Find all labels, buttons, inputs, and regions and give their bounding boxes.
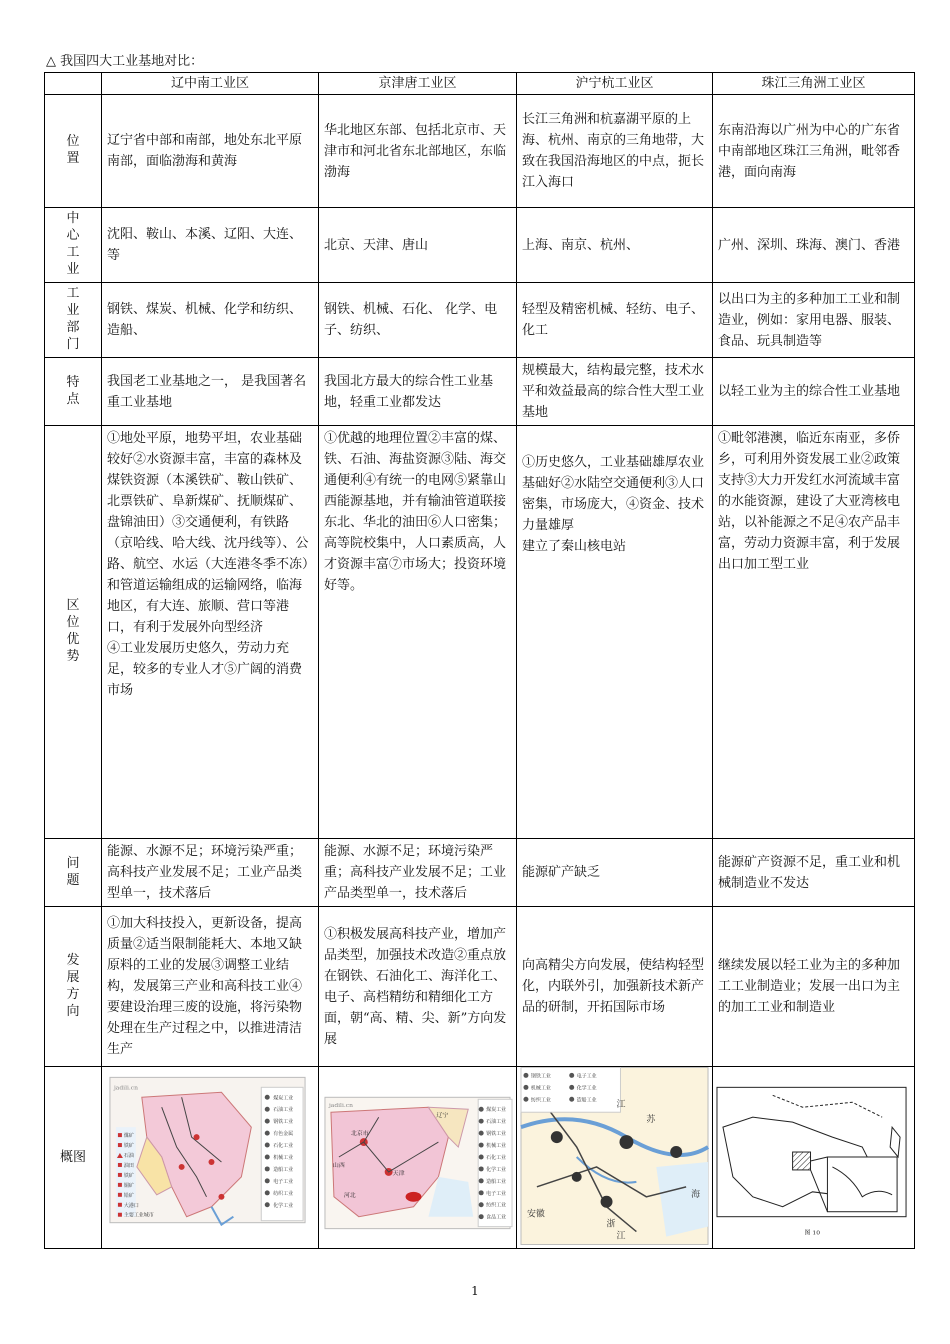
table-cell: 上海、南京、杭州、 — [517, 208, 713, 283]
svg-text:钢铁工业: 钢铁工业 — [530, 1073, 551, 1080]
table-cell: 钢铁、机械、石化、 化学、电子、纺织、 — [319, 283, 517, 358]
map-image — [713, 1067, 914, 1245]
svg-text:海: 海 — [691, 1189, 701, 1200]
svg-text:纺织工业: 纺织工业 — [530, 1097, 551, 1104]
row-advantages — [45, 426, 915, 839]
header-zhujiang: 珠江三角洲工业区 — [713, 73, 915, 95]
row-label: 中心工业 — [45, 208, 102, 283]
row-label: 概图 — [45, 1067, 102, 1249]
svg-text:食品工业: 食品工业 — [486, 1214, 507, 1221]
table-cell: 北京、天津、唐山 — [319, 208, 517, 283]
svg-text:煤矿: 煤矿 — [123, 1133, 134, 1140]
table-cell: ①加大科技投入，更新设备，提高质量②适当限制能耗大、本地又缺原料的工业的发展③调整工业结构，发展第三产业和高科技工业④要建设治理三废的设施，将污染物处理在生产过程之中，以推进清洁生产 — [102, 907, 319, 1067]
svg-text:石油工业: 石油工业 — [486, 1119, 507, 1126]
corner-cell — [45, 73, 102, 95]
table-cell: 钢铁、煤炭、机械、化学和纺织、造船、 — [102, 283, 319, 358]
row-center — [45, 208, 915, 283]
comparison-table — [44, 72, 915, 1249]
row-label: 工业部门 — [45, 283, 102, 358]
table-cell: 东南沿海以广州为中心的广东省中南部地区珠江三角洲，毗邻香港，面向南海 — [713, 95, 915, 208]
svg-text:石油: 石油 — [123, 1152, 134, 1159]
row-features — [45, 358, 915, 426]
svg-text:河北: 河北 — [343, 1191, 356, 1199]
svg-text:钢铁工业: 钢铁工业 — [273, 1119, 294, 1126]
table-cell: ①毗邻港澳，临近东南亚，多侨乡，可利用外资发展工业②政策支持③大力开发红水河流域丰富的水能资源，建设了大亚湾核电站，以补能源之不足④农产品丰富，劳动力资源丰富，利于发展出口加工型工业 — [713, 426, 915, 839]
svg-text:化学工业: 化学工业 — [576, 1085, 597, 1092]
svg-text:油田: 油田 — [123, 1162, 134, 1169]
table-cell: 华北地区东部、包括北京市、天津市和河北省东北部地区，东临渤海 — [319, 95, 517, 208]
map-jingjintang — [319, 1067, 517, 1249]
svg-text:石化工业: 石化工业 — [486, 1154, 507, 1161]
svg-text:jadili.cn: jadili.cn — [113, 1084, 138, 1092]
svg-text:铁矿: 铁矿 — [123, 1143, 134, 1150]
table-cell: 沈阳、鞍山、本溪、辽阳、大连、等 — [102, 208, 319, 283]
svg-text:石化工业: 石化工业 — [273, 1143, 294, 1150]
table-cell: 规模最大，结构最完整，技术水平和效益最高的综合性大型工业基地 — [517, 358, 713, 426]
map-image — [102, 1067, 318, 1245]
table-cell: ①历史悠久，工业基础雄厚农业基础好②水陆空交通便利③人口密集，市场庞大，④资金、技术力量雄厚 建立了秦山核电站 — [517, 426, 713, 839]
svg-text:江: 江 — [616, 1231, 626, 1242]
row-location — [45, 95, 915, 208]
table-cell: ①优越的地理位置②丰富的煤、铁、石油、海盐资源③陆、海交通便利④有统一的电网⑤紧靠山西能源基地，并有输油管道联接东北、华北的油田⑥人口密集；高等院校集中，人口素质高，人才资源丰富⑦市场大；投资环境好等。 — [319, 426, 517, 839]
svg-text:机械工业: 机械工业 — [486, 1143, 507, 1150]
map-zhujiang — [713, 1067, 915, 1249]
svg-text:铜矿: 铜矿 — [123, 1182, 134, 1189]
svg-text:煤炭工业: 煤炭工业 — [486, 1107, 507, 1114]
row-label: 特点 — [45, 358, 102, 426]
svg-text:纺织工业: 纺织工业 — [486, 1202, 507, 1209]
page-title: △ 我国四大工业基地对比： — [46, 54, 204, 69]
svg-text:天津: 天津 — [392, 1169, 405, 1177]
table-cell: 以出口为主的多种加工工业和制造业，例如：家用电器、服装、食品、玩具制造等 — [713, 283, 915, 358]
row-label: 区位优势 — [45, 426, 102, 839]
table-cell: 以轻工业为主的综合性工业基地 — [713, 358, 915, 426]
svg-text:浙: 浙 — [606, 1219, 616, 1230]
row-sectors — [45, 283, 915, 358]
header-huningshang: 沪宁杭工业区 — [517, 73, 713, 95]
row-development — [45, 907, 915, 1067]
svg-text:大港口: 大港口 — [123, 1202, 139, 1209]
table-cell: 能源矿产缺乏 — [517, 839, 713, 907]
svg-text:江: 江 — [616, 1100, 626, 1111]
map-liaozhongnan — [102, 1067, 319, 1249]
svg-text:北京市: 北京市 — [350, 1130, 369, 1138]
svg-text:造船工业: 造船工业 — [273, 1166, 294, 1173]
table-cell: 能源、水源不足；环境污染严重；高科技产业发展不足；工业产品类型单一，技术落后 — [319, 839, 517, 907]
svg-text:石油工业: 石油工业 — [273, 1107, 294, 1114]
header-row — [45, 73, 915, 95]
table-cell: 向高精尖方向发展，使结构轻型化，内联外引，加强新技术新产品的研制，开拓国际市场 — [517, 907, 713, 1067]
row-overview — [45, 1067, 915, 1249]
svg-text:图 10: 图 10 — [804, 1229, 821, 1237]
page-number: 1 — [471, 1284, 479, 1298]
svg-text:煤炭工业: 煤炭工业 — [273, 1095, 294, 1102]
svg-text:电子工业: 电子工业 — [486, 1190, 507, 1197]
map-huningshang — [517, 1067, 713, 1249]
svg-text:辽宁: 辽宁 — [436, 1112, 449, 1120]
svg-text:造船工业: 造船工业 — [486, 1178, 507, 1185]
svg-text:山西: 山西 — [332, 1161, 345, 1169]
table-cell: 能源、水源不足；环境污染严重；高科技产业发展不足；工业产品类型单一，技术落后 — [102, 839, 319, 907]
table-cell: 我国老工业基地之一， 是我国著名重工业基地 — [102, 358, 319, 426]
table-cell: 我国北方最大的综合性工业基地，轻重工业都发达 — [319, 358, 517, 426]
svg-text:主要工业城市: 主要工业城市 — [123, 1212, 154, 1219]
table-cell: ①地处平原，地势平坦，农业基础较好②水资源丰富，丰富的森林及煤铁资源（本溪铁矿、鞍山铁矿、北票铁矿、阜新煤矿、抚顺煤矿、盘锦油田）③交通便利，有铁路（京哈线、哈大线、沈丹线等）、公路、航空、水运（大连港冬季不冻）和管道运输组成的运输网络，临海地区，有大连、旅顺、营口等港口，有利于发展外向型经济 ④工业发展历史悠久，劳动力充足，较多的专业人才⑤广阔的消费市场 — [102, 426, 319, 839]
svg-text:有色金属: 有色金属 — [273, 1131, 294, 1138]
svg-text:铁矿: 铁矿 — [123, 1172, 134, 1179]
svg-text:纺织工业: 纺织工业 — [273, 1190, 294, 1197]
row-label: 发展方向 — [45, 907, 102, 1067]
svg-text:jadili.cn: jadili.cn — [328, 1102, 353, 1110]
table-cell: 能源矿产资源不足，重工业和机械制造业不发达 — [713, 839, 915, 907]
svg-text:安徽: 安徽 — [526, 1209, 545, 1220]
row-problems — [45, 839, 915, 907]
svg-text:苏: 苏 — [646, 1115, 656, 1126]
svg-text:电子工业: 电子工业 — [273, 1178, 294, 1185]
map-image — [517, 1067, 712, 1245]
header-liaozhongnan: 辽中南工业区 — [102, 73, 319, 95]
row-label: 问题 — [45, 839, 102, 907]
svg-text:机械工业: 机械工业 — [273, 1154, 294, 1161]
table-cell: 轻型及精密机械、轻纺、电子、化工 — [517, 283, 713, 358]
header-jingjintang: 京津唐工业区 — [319, 73, 517, 95]
table-cell: 长江三角洲和杭嘉湖平原的上海、杭州、南京的三角地带，大致在我国沿海地区的中点，扼长江入海口 — [517, 95, 713, 208]
svg-text:电子工业: 电子工业 — [576, 1073, 597, 1080]
svg-text:机械工业: 机械工业 — [530, 1085, 551, 1092]
map-image — [319, 1067, 516, 1245]
svg-text:化学工业: 化学工业 — [273, 1202, 294, 1209]
svg-text:铅矿: 铅矿 — [123, 1192, 134, 1199]
row-label: 位置 — [45, 95, 102, 208]
table-cell: ①积极发展高科技产业，增加产品类型，加强技术改造②重点放在钢铁、石油化工、海洋化工、电子、高档精纺和精细化工方面，朝“高、精、尖、新”方向发展 — [319, 907, 517, 1067]
svg-text:化学工业: 化学工业 — [486, 1166, 507, 1173]
table-cell: 辽宁省中部和南部，地处东北平原南部，面临渤海和黄海 — [102, 95, 319, 208]
table-cell: 广州、深圳、珠海、澳门、香港 — [713, 208, 915, 283]
svg-text:造船工业: 造船工业 — [576, 1097, 597, 1104]
table-cell: 继续发展以轻工业为主的多种加工工业制造业；发展一出口为主的加工工业和制造业 — [713, 907, 915, 1067]
svg-text:钢铁工业: 钢铁工业 — [486, 1131, 507, 1138]
